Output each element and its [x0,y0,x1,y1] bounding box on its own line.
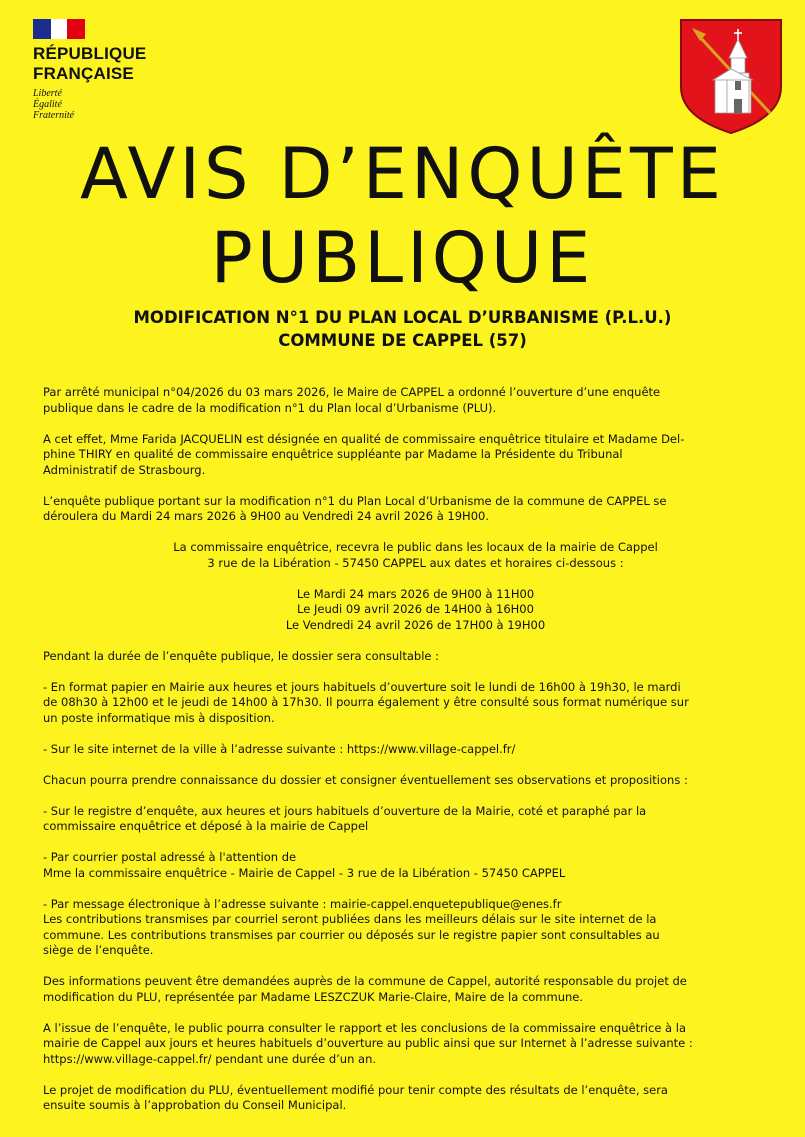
paragraph-commissioner: A cet effet, Mme Farida JACQUELIN est désignée en qualité de commissaire enquêtrice titulaire et Madame Del- phine THIRY en qualité de commissaire enquêtrice suppléante par Madame la Présidente du Tribunal Administratif de Strasbourg. [43,431,685,477]
paragraph-consultation-intro: Pendant la durée de l’enquête publique, le dossier sera consultable : [43,648,440,663]
paragraph-approval: Le projet de modification du PLU, éventuellement modifié pour tenir compte des résultats de l’enquête, sera ensuite soumis à l’approbation du Conseil Municipal. [43,1082,668,1112]
paragraph-paper-format: - En format papier en Mairie aux heures et jours habituels d’ouverture soit le lundi de 16h00 à 19h30, le mardi de 08h30 à 12h00 et le jeudi de 14h00 à 17h30. Il pourra également y être consulté sous format numérique sur un poste informatique mis à disposition. [43,679,689,725]
paragraph-decree: Par arrêté municipal n°04/2026 du 03 mars 2026, le Maire de CAPPEL a ordonné l’ouverture d’une enquête publique dans le cadre de la modification n°1 du Plan local d’Urbanisme (PLU). [43,385,661,415]
paragraph-register: - Sur le registre d’enquête, aux heures et jours habituels d’ouverture de la Mairie, coté et paraphé par la commissaire enquêtrice et déposé à la mairie de Cappel [43,803,647,833]
paragraph-observations-intro: Chacun pourra prendre connaissance du dossier et consigner éventuellement ses observations et propositions : [43,772,688,787]
paragraph-reception: La commissaire enquêtrice, recevra le public dans les locaux de la mairie de Cappel 3 rue de la Libération - 57450 CAPPEL aux dates et horaires ci-dessous : [173,540,658,570]
paragraph-schedule: Le Mardi 24 mars 2026 de 9H00 à 11H00 Le Jeudi 09 avril 2026 de 14H00 à 16H00 Le Vendredi 24 avril 2026 de 17H00 à 19H00 [285,586,546,632]
paragraph-email: - Par message électronique à l’adresse suivante : mairie-cappel.enquetepublique@enes.fr Les contributions transmises par courriel seront publiées dans les meilleurs délais sur le site internet de la commune. Les contributions transmises par courrier ou déposés sur le registre papier sont consultables au siège de l’enquête. [43,896,660,957]
cappel-coat-of-arms-icon [678,17,784,135]
flag-marianne-icon [33,19,85,39]
republique-francaise-logo [33,19,146,121]
paragraph-report: A l’issue de l’enquête, le public pourra consulter le rapport et les conclusions de la commissaire enquêtrice à la mairie de Cappel aux jours et heures habituels d’ouverture au public ainsi que sur Internet à l’adresse suivante : https://www.village-cappel.fr/ pendant une durée d’un an. [43,1020,693,1066]
paragraph-dates: L’enquête publique portant sur la modification n°1 du Plan Local d’Urbanisme de la commune de CAPPEL se déroulera du Mardi 24 mars 2026 à 9H00 au Vendredi 24 avril 2026 à 19H00. [43,493,667,523]
paragraph-information: Des informations peuvent être demandées auprès de la commune de Cappel, autorité responsable du projet de modification du PLU, représentée par Madame LESZCZUK Marie-Claire, Maire de la commune. [43,974,687,1004]
page-subtitle: MODIFICATION N°1 DU PLAN LOCAL D’URBANISME (P.L.U.) COMMUNE DE CAPPEL (57) [133,308,672,350]
gov-name: RÉPUBLIQUE FRANÇAISE [33,44,147,83]
paragraph-postal: - Par courrier postal adressé à l'attention de Mme la commissaire enquêtrice - Mairie de Cappel - 3 rue de la Libération - 57450 CAPPEL [43,850,566,880]
notice-body [43,385,788,1129]
paragraph-website: - Sur le site internet de la ville à l’adresse suivante : https://www.village-cappel.fr/ [43,741,516,756]
page-title: AVIS D’ENQUÊTE PUBLIQUE [80,133,725,299]
gov-motto: Liberté Égalité Fraternité [33,88,75,121]
